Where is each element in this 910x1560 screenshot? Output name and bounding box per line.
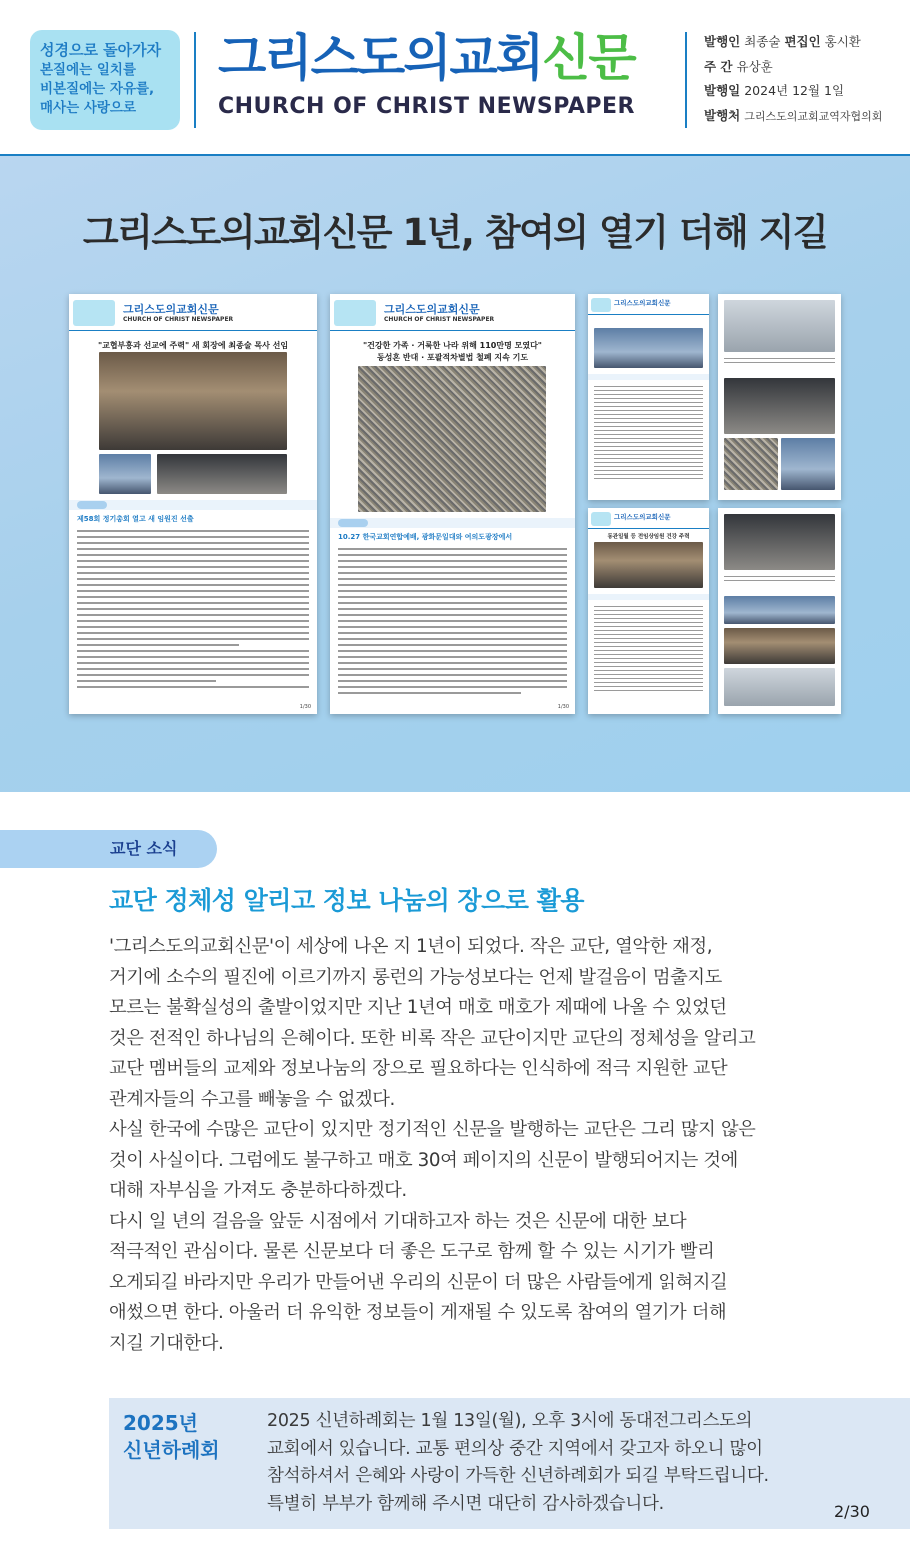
motto-box xyxy=(30,30,180,130)
divider xyxy=(194,32,196,128)
publisher-name: 최종술 xyxy=(744,34,781,49)
motto-line: 본질에는 일치를 xyxy=(40,62,136,78)
title-accent: 신문 xyxy=(542,29,635,87)
mini-body-text xyxy=(594,606,703,694)
notice-line: 참석하셔서 은혜와 사랑이 가득한 신년하례회가 되길 부탁드립니다. xyxy=(267,1466,769,1486)
city-photo xyxy=(724,300,835,352)
church-photo xyxy=(724,514,835,570)
mini-motto-box xyxy=(73,300,115,326)
mini-paper-title-en: CHURCH OF CHRIST NEWSPAPER xyxy=(123,316,234,323)
publisher-label: 발행인 xyxy=(704,34,741,49)
editor-label: 편집인 xyxy=(784,34,821,49)
mini-headline: 동성혼 반대 · 포괄적차별법 철폐 지속 기도 xyxy=(376,353,529,362)
article-line: 대해 자부심을 가져도 충분하다하겠다. xyxy=(109,1180,407,1201)
publication-info xyxy=(704,30,904,129)
mini-body-text xyxy=(594,386,703,482)
issue-thumbnail-3 xyxy=(588,294,709,500)
issue-date: 2024년 12월 1일 xyxy=(744,83,845,98)
group-photo xyxy=(99,352,287,450)
motto-line: 성경으로 돌아가자 xyxy=(40,41,162,59)
article-line: 것이 사실이다. 그럼에도 불구하고 매호 30여 페이지의 신문이 발행되어지는 것에 xyxy=(109,1149,738,1171)
article-line: 오게되길 바라지만 우리가 만들어낸 우리의 신문이 더 많은 사람들에게 읽혀지길 xyxy=(109,1271,728,1293)
portrait-photo xyxy=(99,454,151,494)
title-main: 그리스도의교회 xyxy=(218,29,543,87)
crowd-photo xyxy=(781,438,835,490)
event-photo xyxy=(724,668,835,706)
weekly-label: 주 간 xyxy=(704,58,733,74)
mini-paper-title: 그리스도의교회신문 xyxy=(614,299,671,307)
mini-paper-title: 그리스도의교회신문 xyxy=(384,303,480,316)
mini-headline: "교협부흥과 선교에 주력" 새 회장에 최종술 목사 선임 xyxy=(97,341,289,350)
event-photo xyxy=(724,628,835,664)
divider xyxy=(685,32,687,128)
banner-title: 그리스도의교회신문 1년, 참여의 열기 더해 지길 xyxy=(82,211,828,254)
issue-thumbnail-4 xyxy=(718,294,841,500)
mini-section-badge xyxy=(77,501,107,509)
issue-thumbnail-1 xyxy=(69,294,317,714)
article-line: 교단 멤버들의 교제와 정보나눔의 장으로 필요하다는 인식하에 적극 지원한 교단 xyxy=(109,1058,728,1079)
mini-section-badge xyxy=(338,519,368,527)
page-number: 2/30 xyxy=(834,1502,870,1521)
article-headline: 교단 정체성 알리고 정보 나눔의 장으로 활용 xyxy=(109,886,584,915)
ceremony-photo xyxy=(157,454,287,494)
article-body xyxy=(109,932,829,1359)
article-line: 애썼으면 한다. 아울러 더 유익한 정보들이 게재될 수 있도록 참여의 열기가 더해 xyxy=(109,1302,727,1323)
article-line: 적극적인 관심이다. 물론 신문보다 더 좋은 도구로 함께 할 수 있는 시기가 빨리 xyxy=(109,1241,715,1262)
date-label: 발행일 xyxy=(704,83,741,98)
section-tag: 교단 소식 xyxy=(0,830,217,868)
mini-body-text xyxy=(77,530,309,692)
notice-line: 교회에서 있습니다. 교통 편의상 중간 지역에서 갖고자 하오니 많이 xyxy=(267,1438,763,1459)
notice-title-event: 신년하례회 xyxy=(123,1438,220,1462)
rally-photo xyxy=(358,366,546,512)
issue-thumbnail-2 xyxy=(330,294,575,714)
article-line: 것은 전적인 하나님의 은혜이다. 또한 비록 작은 교단이지만 교단의 정체성을 알리고 xyxy=(109,1027,756,1049)
mini-subhead: 10.27 한국교회연합예배, 광화문일대와 여의도광장에서 xyxy=(338,533,513,541)
notice-line: 특별히 부부가 함께해 주시면 대단히 감사하겠습니다. xyxy=(267,1493,664,1514)
article-line: 사실 한국에 수많은 교단이 있지만 정기적인 신문을 발행하는 교단은 그리 많지 않은 xyxy=(109,1119,756,1140)
masthead xyxy=(0,0,910,156)
event-photo xyxy=(724,596,835,624)
mini-body-text xyxy=(338,548,567,698)
editor-name: 홍시환 xyxy=(824,34,861,49)
motto-line: 비본질에는 자유를, xyxy=(40,81,155,97)
office-name: 그리스도의교회교역자협의회 xyxy=(744,109,883,123)
notice-text xyxy=(267,1408,769,1518)
mini-motto-box xyxy=(334,300,376,326)
article-line: 모르는 불확실성의 출발이었지만 지난 1년여 매호 매호가 제때에 나올 수 있었던 xyxy=(109,997,727,1018)
issue-thumbnail-6 xyxy=(718,508,841,714)
office-label: 발행처 xyxy=(704,107,741,123)
issue-thumbnail-5 xyxy=(588,508,709,714)
feature-banner xyxy=(0,156,910,792)
mini-paper-title-en: CHURCH OF CHRIST NEWSPAPER xyxy=(384,316,495,323)
notice-title xyxy=(123,1410,220,1464)
crowd-photo xyxy=(724,438,778,490)
mini-paper-title: 그리스도의교회신문 xyxy=(123,303,219,316)
weekly-name: 유상훈 xyxy=(736,58,773,74)
article-line: 관계자들의 수고를 빼놓을 수 없겠다. xyxy=(109,1088,395,1110)
article-line: 거기에 소수의 필진에 이르기까지 롱런의 가능성보다는 언제 발걸음이 멈출지도 xyxy=(109,966,722,988)
article-line: 다시 일 년의 걸음을 앞둔 시점에서 기대하고자 하는 것은 신문에 대한 보다 xyxy=(109,1210,687,1232)
mini-page-number: 1/30 xyxy=(557,704,569,710)
meeting-photo xyxy=(594,328,703,368)
mini-page-number: 1/30 xyxy=(299,704,311,710)
newspaper-title xyxy=(218,26,635,90)
mini-headline: 동관일월 등 전임상임원 건강 주력 xyxy=(607,534,690,540)
mini-paper-title: 그리스도의교회신문 xyxy=(614,513,671,521)
notice-box xyxy=(109,1398,910,1529)
notice-line: 2025 신년하례회는 1월 13일(월), 오후 3시에 동대전그리스도의 xyxy=(267,1411,753,1431)
article-line: 지길 기대한다. xyxy=(109,1332,224,1354)
worship-photo xyxy=(724,378,835,434)
notice-title-year: 2025년 xyxy=(123,1411,198,1435)
article-line: '그리스도의교회신문'이 세상에 나온 지 1년이 되었다. 작은 교단, 열악한 재정, xyxy=(109,936,713,957)
mini-headline: "건강한 가족 · 거룩한 나라 위해 110만명 모였다" xyxy=(363,341,542,350)
motto-line: 매사는 사랑으로 xyxy=(40,100,136,116)
group-photo xyxy=(594,542,703,588)
newspaper-title-en: CHURCH OF CHRIST NEWSPAPER xyxy=(218,94,635,119)
mini-subhead: 제58회 정기총회 열고 새 임원진 선출 xyxy=(77,515,194,523)
